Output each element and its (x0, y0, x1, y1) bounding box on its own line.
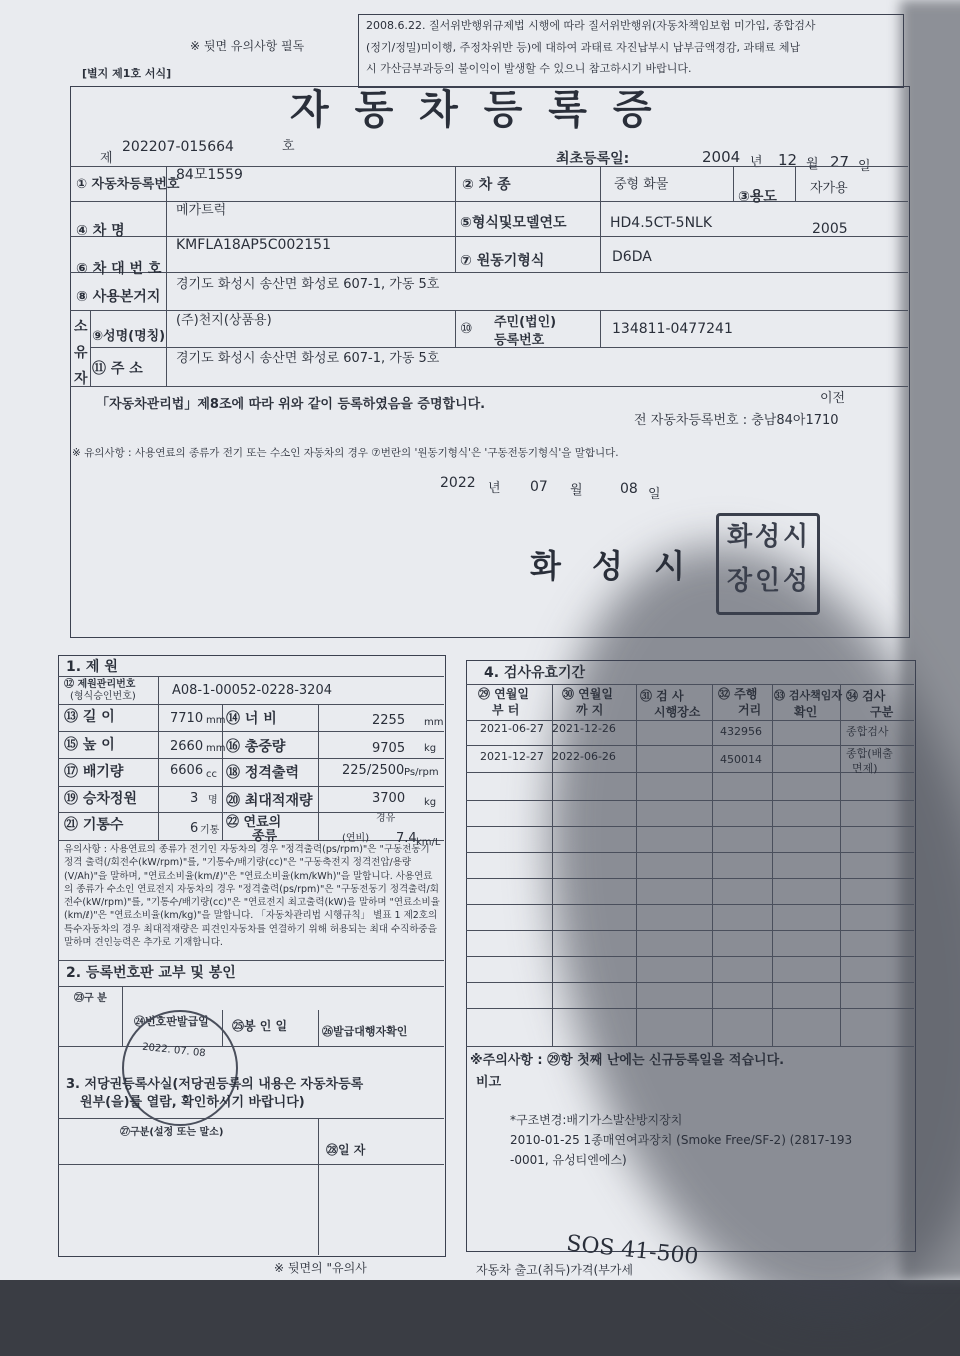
remarks-label: 비고 (476, 1075, 502, 1090)
mortgage-line-2: 원부(을)를 열람, 확인하시기 바랍니다) (80, 1095, 305, 1110)
vehicle-type: 중형 화물 (614, 177, 669, 192)
gross-weight-value: 9705 (372, 741, 406, 756)
insp-header-to-2: 까 지 (576, 703, 604, 717)
notice-line-3: 시 가산금부과등의 불이익이 발생할 수 있으니 참고하시기 바랍니다. (366, 62, 692, 75)
fuel-label-2: 종류 (252, 829, 278, 844)
plate-title: 2. 등록번호판 교부 및 봉인 (66, 965, 236, 981)
owner-address-label: ⑪ 주 소 (92, 361, 143, 377)
length-label: ⑬ 길 이 (64, 709, 115, 725)
cylinders-unit: 기통 (200, 825, 220, 836)
insp-row-2-to: 2022-06-26 (552, 750, 616, 763)
fuel-type: 경유 (376, 813, 396, 824)
insp-header-place-1: ㉛ 검 사 (640, 689, 684, 703)
vin-value: KMFLA18AP5C002151 (176, 237, 331, 253)
insp-header-from-1: ㉙ 연월일 (478, 687, 529, 701)
insp-header-kind-1: ㉞ 검사 (846, 689, 886, 703)
footer-back-right: 자동차 출고(취득)가격(부가세 (476, 1263, 633, 1277)
efficiency-value: 7.4 (396, 831, 417, 846)
owner-side-3: 자 (74, 371, 88, 387)
insp-row-1-from: 2021-06-27 (480, 722, 544, 735)
seal-char-4: 장 (727, 566, 753, 596)
engine-label: ⑦ 원동기형식 (460, 253, 545, 269)
day-unit: 일 (858, 159, 871, 174)
previous-reg-number: 전 자동차등록번호 : 충남84아1710 (634, 413, 839, 428)
inspection-title: 4. 검사유효기간 (484, 665, 586, 681)
width-label: ⑭ 너 비 (226, 711, 277, 727)
vehicle-type-label: ② 차 종 (462, 177, 511, 193)
specs-notes: 유의사항 : 사용연료의 종류가 전기인 자동차의 경우 "정격출력(ps/rpm)"은 "구동전동기 정격 출력(/회전수(kW/rpm)"를, "기통수/배기량(cc)"은 "구동축전지 정격전압/용량(V/Ah)"을 말하며, "연료소비율(km/ℓ)"은 "연료소비율(km/kWh)"을 말합니다. 사용연료의 종류가 수소인 연료전지 자동차의 경우 "정격출력(ps/rpm)"은 "구동전동기 정격출력/회전수(kW/rpm)"를, "기통수/배기량(cc)"은 "연료전지 최고출력(kW)을 말하며 "연료소비율(km/ℓ)"은 "연료소비율(km/kg)"을 말합니다. 「자동차관리법 시행규칙」 별표 1 제2호의 특수자동차의 경우 최대적재량은 피견인자동차를 연결하기 위해 허용되는 최대 수직하중을 말하며 견인능력은 추가로 기재합니다. (64, 844, 440, 949)
insp-header-kind-2: 구분 (870, 705, 894, 719)
form-number: [별지 제1호 서식] (82, 67, 172, 80)
efficiency-unit: km/L (416, 837, 441, 848)
insp-row-2-kind-2: 면제) (852, 762, 878, 775)
issue-day-unit: 일 (648, 487, 661, 502)
width-value: 2255 (372, 713, 406, 728)
footer-back-left: ※ 뒷면의 "유의사 (274, 1261, 367, 1275)
cylinders-label: ㉑ 기통수 (64, 817, 124, 833)
back-notice: ※ 뒷면 유의사항 필독 (190, 39, 305, 53)
insp-header-from-2: 부 터 (492, 703, 520, 717)
first-registration-year: 2004 (702, 148, 741, 166)
insp-row-2-from: 2021-12-27 (480, 750, 544, 763)
remarks-line-1: *구조변경:배기가스발산방지장치 (510, 1113, 683, 1127)
insp-row-1-kind: 종합검사 (846, 725, 889, 738)
gross-weight-label: ⑯ 총중량 (226, 739, 286, 755)
owner-name: (주)천지(상품용) (176, 313, 272, 328)
spec-id-label-2: (형식승인번호) (70, 691, 136, 702)
mortgage-col-date: ㉘일 자 (326, 1143, 366, 1157)
length-unit: mm (206, 715, 226, 726)
page-title: 자 동 차 등 록 증 (290, 87, 658, 133)
seal-char-1: 화 (727, 522, 753, 552)
seal-char-3: 시 (783, 522, 809, 552)
power-label: ⑱ 정격출력 (226, 765, 299, 781)
issue-month: 07 (530, 479, 548, 495)
max-load-label: ⑳ 최대적재량 (226, 793, 313, 809)
stamp-date: 2022. 07. 08 (141, 1041, 207, 1060)
mortgage-col-kind: ㉗구분(설정 또는 말소) (120, 1127, 224, 1138)
owner-name-label: ⑨성명(명칭) (92, 329, 166, 344)
owner-id-label-1: 주민(법인) (494, 315, 557, 330)
issue-day: 08 (620, 481, 638, 497)
seats-label: ⑲ 승차정원 (64, 791, 137, 807)
doc-suffix: 호 (282, 139, 295, 154)
seal-char-5: 인 (755, 566, 781, 596)
insp-row-2-kind: 종합(배출 (846, 747, 893, 760)
spec-id: A08-1-00052-0228-3204 (172, 683, 332, 698)
gross-weight-unit: kg (424, 743, 437, 754)
displacement-label: ⑰ 배기량 (64, 764, 124, 780)
insp-row-1-to: 2021-12-26 (552, 722, 616, 735)
insp-header-officer-2: 확인 (794, 705, 818, 719)
notice-line-2: (정기/정밀)미이행, 주정차위반 등)에 대하여 과태료 자진납부시 납부금액경감, 과태료 체납 (366, 41, 801, 54)
owner-side-2: 유 (74, 345, 88, 361)
insp-header-to-1: ㉚ 연월일 (562, 687, 613, 701)
location-label: ⑧ 사용본거지 (76, 289, 161, 305)
spec-id-label-1: ⑫ 제원관리번호 (64, 679, 136, 690)
width-unit: mm (424, 717, 444, 728)
height-unit: mm (206, 743, 226, 754)
first-registration-label: 최초등록일: (556, 151, 630, 167)
length-value: 7710 (170, 711, 204, 726)
remarks-line-2: 2010-01-25 1종매연여과장치 (Smoke Free/SF-2) (2817-193 (510, 1133, 853, 1147)
issue-year-unit: 년 (488, 481, 501, 496)
reg-number: 84모1559 (176, 167, 243, 183)
doc-prefix: 제 (100, 151, 113, 166)
vehicle-name-label: ④ 차 명 (76, 223, 125, 239)
owner-address: 경기도 화성시 송산면 화성로 607-1, 가동 5호 (176, 351, 440, 366)
engine-value: D6DA (612, 249, 652, 265)
inspection-caution: ※주의사항 : ㉙항 첫째 난에는 신규등록일을 적습니다. (470, 1053, 785, 1068)
max-load-unit: kg (424, 797, 437, 808)
doc-number: 202207-015664 (122, 139, 234, 155)
max-load-value: 3700 (372, 791, 406, 806)
model-value: HD4.5CT-5NLK (610, 215, 713, 231)
plate-col-kind: ㉓구 분 (74, 993, 107, 1004)
displacement-unit: cc (206, 769, 217, 780)
location-value: 경기도 화성시 송산면 화성로 607-1, 가동 5호 (176, 277, 440, 292)
first-registration-month: 12 (778, 151, 798, 169)
seats-unit: 명 (208, 795, 218, 806)
issuer-name: 화 성 시 (530, 547, 696, 585)
power-unit: Ps/rpm (404, 767, 439, 778)
height-value: 2660 (170, 739, 204, 754)
issue-month-unit: 월 (570, 483, 583, 498)
displacement-value: 6606 (170, 763, 204, 778)
month-unit: 월 (806, 157, 819, 172)
handwritten-note: SOS 41-500 (565, 1231, 700, 1270)
transfer-label: 이전 (820, 391, 846, 406)
efficiency-label: (연비) (342, 833, 370, 844)
insp-header-mileage-1: ㉜ 주행 (718, 687, 758, 701)
height-label: ⑮ 높 이 (64, 737, 115, 753)
fuel-label-1: ㉒ 연료의 (226, 815, 282, 830)
issue-year: 2022 (440, 475, 476, 491)
model-year: 2005 (812, 221, 848, 237)
owner-id-num: ⑩ (460, 321, 473, 337)
insp-row-2-mileage: 450014 (720, 753, 762, 766)
plate-col-seal: ㉕봉 인 일 (232, 1019, 288, 1033)
vin-label: ⑥ 차 대 번 호 (76, 261, 162, 277)
vehicle-name: 메가트럭 (176, 203, 227, 218)
official-seal (716, 513, 820, 615)
insp-header-mileage-2: 거리 (738, 703, 762, 717)
seal-char-6: 성 (783, 566, 809, 596)
model-label: ⑤형식및모델연도 (460, 215, 567, 231)
cylinders-value: 6 (190, 821, 199, 836)
year-unit: 년 (750, 155, 763, 170)
insp-header-officer-1: ㉝ 검사책임자 (774, 689, 842, 702)
reg-number-label: ① 자동차등록번호 (76, 177, 180, 192)
certification-text: 「자동차관리법」제8조에 따라 위와 같이 등록하였음을 증명합니다. (96, 397, 486, 412)
notice-line-1: 2008.6.22. 질서위반행위규제법 시행에 따라 질서위반행위(자동차책임보험 미가입, 종합검사 (366, 19, 816, 32)
mortgage-title: 3. 저당권등록사실(저당권등록의 내용은 자동차등록 (66, 1077, 364, 1092)
remarks-line-3: -0001, 유성티엔에스) (510, 1153, 627, 1167)
owner-side-1: 소 (74, 319, 88, 335)
fuel-caution: ※ 유의사항 : 사용연료의 종류가 전기 또는 수소인 자동차의 경우 ⑦번란의 '원동기형식'은 '구동전동기형식'을 말합니다. (72, 447, 619, 459)
specs-title: 1. 제 원 (66, 659, 118, 675)
first-registration-day: 27 (830, 153, 850, 171)
owner-id-label-2: 등록번호 (494, 333, 545, 348)
insp-row-1-mileage: 432956 (720, 725, 762, 738)
power-value: 225/2500 (342, 763, 405, 778)
use-value: 자가용 (810, 181, 848, 196)
insp-header-place-2: 시행장소 (654, 705, 701, 719)
plate-col-issue: ㉔번호판발급일 (134, 1015, 209, 1028)
use-label: ③용도 (738, 189, 777, 205)
seats-value: 3 (190, 791, 199, 806)
plate-col-agent: ㉖발급대행자확인 (322, 1025, 408, 1038)
owner-id: 134811-0477241 (612, 321, 733, 337)
seal-char-2: 성 (755, 522, 781, 552)
